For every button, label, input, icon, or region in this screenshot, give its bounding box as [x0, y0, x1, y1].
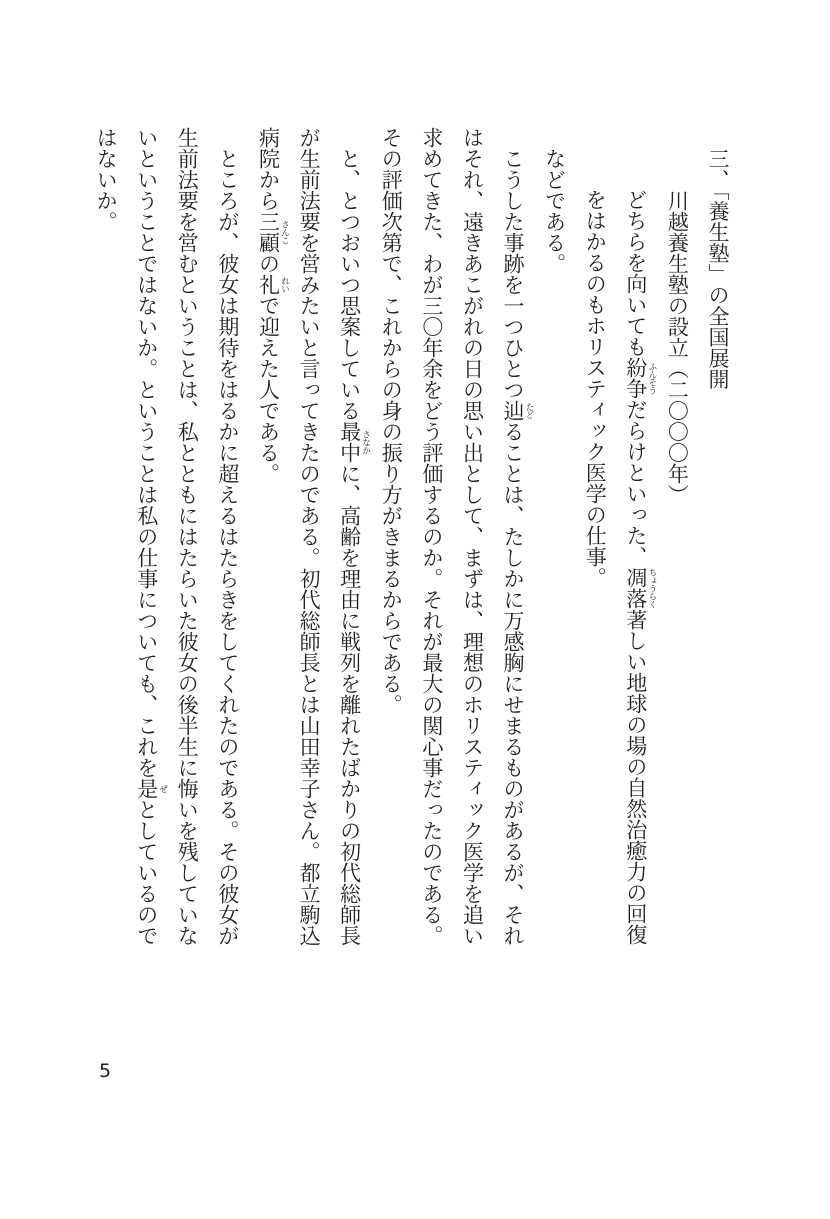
body-paragraphs [86, 127, 657, 951]
vertical-text-block [86, 127, 739, 951]
furigana-ruby: 紛争 ふんそう [623, 357, 657, 399]
furigana-ruby: 礼 れい [256, 274, 290, 295]
paragraph: などである。 [542, 148, 567, 274]
chapter-heading: 三、「養生塾」の全国展開 [706, 148, 730, 390]
paragraph: ところが、彼女は期待をはるかに超えるはたらきをしてくれたのである。その彼女が生前法要を営むということは、私とともにはたらいた彼女の後半生に悔いを残していないということではないか。ということは私の仕事についても、これを是 ぜとしているのではないか。 [94, 127, 240, 946]
paragraph: どちらを向いても紛争 ふんそうだらけといった、凋落 ちょうらく著しい地球の場の自然治癒力の回復をはかるのもホリスティック医学の仕事。 [583, 189, 657, 945]
section-subheading: 川越養生塾の設立（二〇〇〇年） [665, 190, 690, 505]
page-number: 5 [99, 1060, 112, 1082]
paragraph: こうした事跡を一つひとつ辿 たどることは、たしかに万感胸にせまるものがあるが、それはそれ、遠きあこがれの日の思い出として、まずは、理想のホリスティック医学を追い求めてきた、わが三〇年余をどう評価するのか。それが最大の関心事だったのである。その評価次第で、これからの身の振り方がきまるからである。 [379, 127, 535, 946]
furigana-ruby: 最中 さなか [337, 421, 371, 463]
furigana-ruby: 是 ぜ [134, 778, 168, 799]
furigana-ruby: 辿 たど [501, 400, 535, 421]
furigana-ruby: 凋落 ちょうらく [623, 567, 657, 609]
furigana-ruby: 三顧 さんこ [256, 211, 290, 253]
paragraph: と、とつおいつ思案している最中 さなかに、高齢を理由に戦列を離れたばかりの初代総師長が生前法要を営みたいと言ってきたのである。初代総師長とは山田幸子さん。都立駒込病院から三顧 さんこの礼 れいで迎えた人である。 [256, 127, 371, 946]
